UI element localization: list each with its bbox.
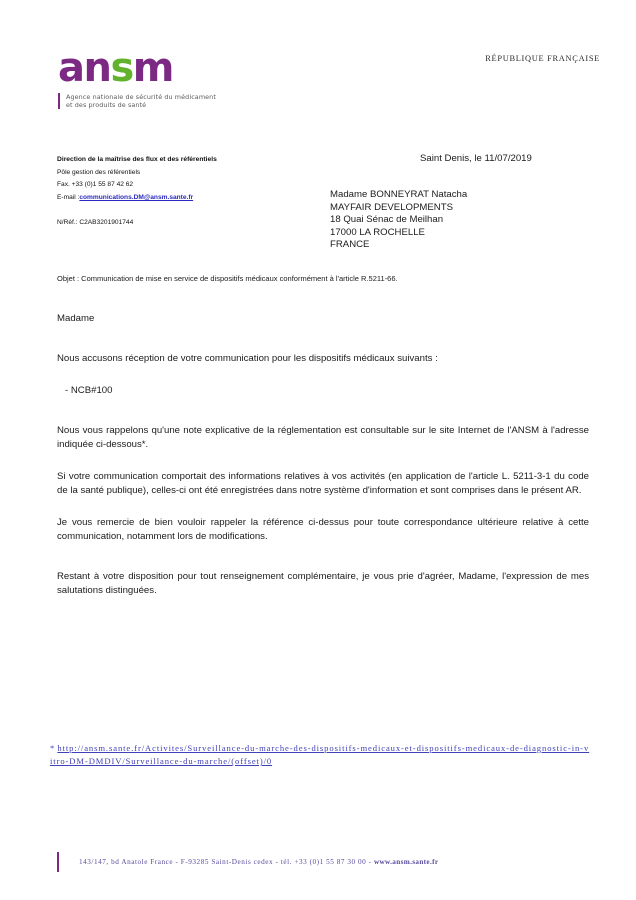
device-list-item: - NCB#100 bbox=[65, 385, 113, 396]
letter-footer bbox=[57, 852, 596, 874]
body-paragraph-registration: Si votre communication comportait des informations relatives à vos activités (en application de l'article L. 5211-3-1 du code de la santé publique), celles-ci ont été enregistrées dans notre système d'information et sont comprises dans le présent AR. bbox=[57, 471, 589, 496]
footnote-block bbox=[50, 742, 592, 768]
sender-pole: Pôle gestion des référentiels bbox=[57, 168, 141, 176]
logo-text-before: an bbox=[58, 45, 111, 91]
logo-tagline-line-1: Agence nationale de sécurité du médicament bbox=[66, 93, 216, 101]
footer-address: 143/147, bd Anatole France - F-93285 Saint-Denis cedex - tél. +33 (0)1 55 87 30 00 - bbox=[79, 858, 374, 866]
sender-reference-row bbox=[57, 217, 297, 230]
date-line: Saint Denis, le 11/07/2019 bbox=[420, 153, 532, 164]
recipient-address-block bbox=[330, 189, 467, 252]
ansm-logo bbox=[58, 45, 216, 110]
recipient-company: MAYFAIR DEVELOPMENTS bbox=[330, 201, 453, 213]
recipient-city: 17000 LA ROCHELLE bbox=[330, 226, 425, 238]
subject-line: Objet : Communication de mise en service de dispositifs médicaux conformément à l'article R.5211-66. bbox=[57, 274, 398, 283]
footnote-marker: * bbox=[50, 743, 55, 753]
body-salutation: Madame bbox=[57, 313, 95, 324]
sender-reference-label: N/Réf.: bbox=[57, 219, 80, 227]
body-intro: Nous accusons réception de votre communication pour les dispositifs médicaux suivants : bbox=[57, 353, 438, 364]
sender-department: Direction de la maîtrise des flux et des référentiels bbox=[57, 156, 217, 163]
recipient-street: 18 Quai Sénac de Meilhan bbox=[330, 214, 444, 226]
body-paragraph-note: Nous vous rappelons qu'une note explicative de la réglementation est consultable sur le site Internet de l'ANSM à l'adresse indiquée ci-dessous*. bbox=[57, 425, 589, 450]
footer-website[interactable]: www.ansm.sante.fr bbox=[373, 858, 439, 866]
footer-address-text bbox=[79, 858, 438, 866]
ansm-logo-tagline bbox=[58, 93, 216, 109]
ansm-logo-wordmark bbox=[58, 45, 216, 91]
recipient-name: Madame BONNEYRAT Natacha bbox=[330, 189, 468, 200]
letter-body bbox=[57, 312, 589, 598]
recipient-country: FRANCE bbox=[330, 239, 370, 251]
logo-text-after: m bbox=[132, 45, 173, 91]
sender-fax: Fax. +33 (0)1 55 87 42 62 bbox=[57, 181, 134, 189]
logo-text-accent: s bbox=[110, 45, 133, 91]
sender-email-row bbox=[57, 192, 297, 205]
footer-rule-divider bbox=[57, 852, 59, 872]
republique-francaise-heading: RÉPUBLIQUE FRANÇAISE bbox=[485, 54, 600, 63]
letter-header bbox=[0, 44, 636, 114]
body-paragraph-reference: Je vous remercie de bien vouloir rappeler la référence ci-dessus pour toute correspondance ultérieure relative à cette communication, notamment lors de modifications. bbox=[57, 517, 589, 542]
body-paragraph-closing: Restant à votre disposition pour tout renseignement complémentaire, je vous prie d'agréer, Madame, l'expression de mes salutations distinguées. bbox=[57, 571, 589, 596]
logo-tagline-line-2: et des produits de santé bbox=[66, 101, 147, 110]
footnote-url-link[interactable]: http://ansm.sante.fr/Activites/Surveillance-du-marche-des-dispositifs-medicaux-et-dispositifs-medicaux-de-diagnostic-in-vitro-DM-DMDIV/Surveillance-du-marche/(offset)/0 bbox=[50, 743, 590, 766]
sender-block bbox=[57, 154, 297, 230]
sender-email-label: E-mail : bbox=[57, 193, 80, 201]
sender-email-link[interactable]: communications.DM@ansm.sante.fr bbox=[79, 193, 194, 201]
sender-reference-value: C2AB3201901744 bbox=[79, 219, 134, 227]
